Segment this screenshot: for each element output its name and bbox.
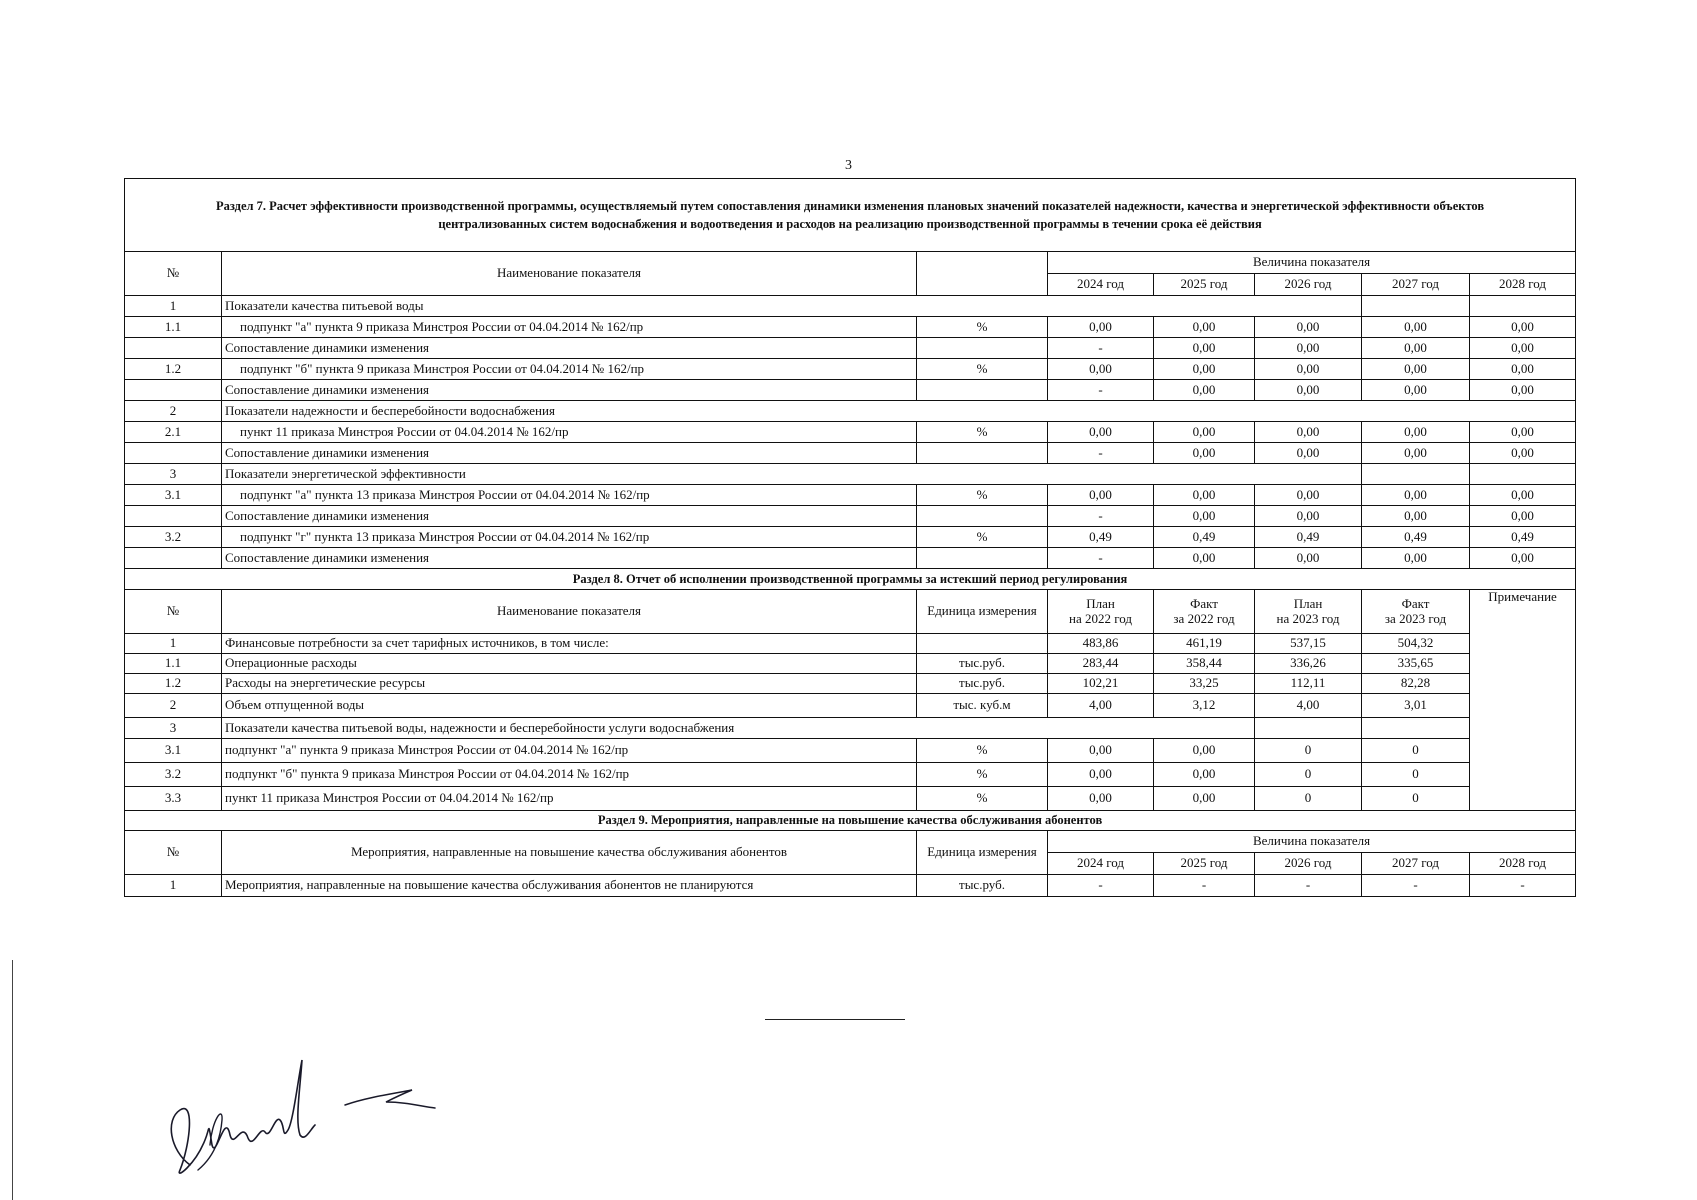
empty-cell bbox=[1470, 296, 1576, 317]
row-name: Сопоставление динамики изменения bbox=[222, 443, 917, 464]
s8-header-fact-2023 bbox=[1362, 590, 1470, 634]
row-value: 358,44 bbox=[1154, 654, 1255, 674]
row-num: 3 bbox=[125, 718, 222, 739]
s7-header-unit bbox=[917, 252, 1048, 296]
row-name: Показатели надежности и бесперебойности водоснабжения bbox=[222, 401, 1576, 422]
row-unit: % bbox=[917, 739, 1048, 763]
section9-title: Раздел 9. Мероприятия, направленные на повышение качества обслуживания абонентов bbox=[125, 811, 1576, 831]
s8-header-plan-2023 bbox=[1255, 590, 1362, 634]
s8-header-fact-2022 bbox=[1154, 590, 1255, 634]
row-value: 0,00 bbox=[1154, 485, 1255, 506]
row-name: подпункт "г" пункта 13 приказа Минстроя России от 04.04.2014 № 162/пр bbox=[222, 527, 917, 548]
s8-table-row bbox=[125, 739, 1576, 763]
row-name: Сопоставление динамики изменения bbox=[222, 380, 917, 401]
s7-table-row bbox=[125, 485, 1576, 506]
s7-header-value-group: Величина показателя bbox=[1048, 252, 1576, 274]
row-num: 3.2 bbox=[125, 527, 222, 548]
row-value: 0,00 bbox=[1154, 359, 1255, 380]
row-value: 0,00 bbox=[1048, 359, 1154, 380]
row-value: 0,00 bbox=[1470, 485, 1576, 506]
row-num bbox=[125, 506, 222, 527]
header-line: за 2022 год bbox=[1173, 610, 1235, 626]
row-value: 0,00 bbox=[1470, 422, 1576, 443]
s7-table-row bbox=[125, 422, 1576, 443]
row-value: 283,44 bbox=[1048, 654, 1154, 674]
row-value: 0,00 bbox=[1154, 739, 1255, 763]
row-value: 0,00 bbox=[1154, 787, 1255, 811]
row-value: 0,00 bbox=[1255, 548, 1362, 569]
row-value: 0,00 bbox=[1362, 338, 1470, 359]
row-unit bbox=[917, 380, 1048, 401]
row-value: - bbox=[1048, 506, 1154, 527]
row-unit bbox=[917, 506, 1048, 527]
s7-table-row bbox=[125, 443, 1576, 464]
row-value: 0,00 bbox=[1255, 317, 1362, 338]
row-unit: % bbox=[917, 485, 1048, 506]
s8-table-row bbox=[125, 763, 1576, 787]
s9-header-year: 2024 год bbox=[1048, 853, 1154, 875]
s9-header-value-group: Величина показателя bbox=[1048, 831, 1576, 853]
row-value: 335,65 bbox=[1362, 654, 1470, 674]
s9-header-unit: Единица измерения bbox=[917, 831, 1048, 875]
row-name: Сопоставление динамики изменения bbox=[222, 548, 917, 569]
row-unit: тыс.руб. bbox=[917, 875, 1048, 897]
row-value: 3,01 bbox=[1362, 694, 1470, 718]
s8-table-row bbox=[125, 674, 1576, 694]
row-num: 1 bbox=[125, 875, 222, 897]
row-value: 0,00 bbox=[1154, 443, 1255, 464]
row-value: 0,00 bbox=[1048, 422, 1154, 443]
row-value: 4,00 bbox=[1255, 694, 1362, 718]
row-value: 0,00 bbox=[1154, 548, 1255, 569]
s7-table-row bbox=[125, 527, 1576, 548]
row-value: 0,00 bbox=[1255, 443, 1362, 464]
row-value: 112,11 bbox=[1255, 674, 1362, 694]
s9-table-row bbox=[125, 875, 1576, 897]
row-value: 0 bbox=[1255, 787, 1362, 811]
s7-table-row bbox=[125, 338, 1576, 359]
s7-table-row bbox=[125, 380, 1576, 401]
row-value: 4,00 bbox=[1048, 694, 1154, 718]
header-line: на 2023 год bbox=[1276, 610, 1340, 626]
row-value: 0,00 bbox=[1255, 485, 1362, 506]
empty-cell bbox=[1362, 296, 1470, 317]
row-value: 0,00 bbox=[1362, 485, 1470, 506]
row-num bbox=[125, 338, 222, 359]
s8-table-row bbox=[125, 694, 1576, 718]
row-value: 0 bbox=[1255, 763, 1362, 787]
row-value: 0,00 bbox=[1362, 506, 1470, 527]
row-unit: % bbox=[917, 317, 1048, 338]
row-value: 0,00 bbox=[1255, 422, 1362, 443]
row-value: 82,28 bbox=[1362, 674, 1470, 694]
row-num: 1 bbox=[125, 634, 222, 654]
row-name: пункт 11 приказа Минстроя России от 04.04.2014 № 162/пр bbox=[222, 422, 917, 443]
row-name: Показатели энергетической эффективности bbox=[222, 464, 1362, 485]
row-name: подпункт "б" пункта 9 приказа Минстроя России от 04.04.2014 № 162/пр bbox=[222, 763, 917, 787]
row-name: Показатели качества питьевой воды bbox=[222, 296, 1362, 317]
row-num: 3.1 bbox=[125, 485, 222, 506]
row-name: Показатели качества питьевой воды, надежности и бесперебойности услуги водоснабжения bbox=[222, 718, 1255, 739]
s7-header-name: Наименование показателя bbox=[222, 252, 917, 296]
empty-cell bbox=[1362, 464, 1470, 485]
row-value: 0,00 bbox=[1362, 317, 1470, 338]
row-value: 0,00 bbox=[1154, 380, 1255, 401]
row-name: Расходы на энергетические ресурсы bbox=[222, 674, 917, 694]
row-name: Сопоставление динамики изменения bbox=[222, 338, 917, 359]
row-value: 0,00 bbox=[1154, 422, 1255, 443]
s7-table-row bbox=[125, 506, 1576, 527]
s7-table-row bbox=[125, 464, 1576, 485]
row-unit bbox=[917, 634, 1048, 654]
report-table bbox=[124, 178, 1576, 897]
s9-header-name: Мероприятия, направленные на повышение качества обслуживания абонентов bbox=[222, 831, 917, 875]
row-value: - bbox=[1048, 338, 1154, 359]
row-num: 3.1 bbox=[125, 739, 222, 763]
row-unit: % bbox=[917, 763, 1048, 787]
row-value: 0,00 bbox=[1470, 548, 1576, 569]
row-num bbox=[125, 548, 222, 569]
s7-table-row bbox=[125, 296, 1576, 317]
row-value: 0 bbox=[1362, 787, 1470, 811]
row-unit: % bbox=[917, 787, 1048, 811]
row-num: 3.3 bbox=[125, 787, 222, 811]
row-name: Финансовые потребности за счет тарифных источников, в том числе: bbox=[222, 634, 917, 654]
s7-table-row bbox=[125, 317, 1576, 338]
row-value: 0,00 bbox=[1255, 338, 1362, 359]
row-value: 0,00 bbox=[1255, 380, 1362, 401]
row-value: - bbox=[1048, 875, 1154, 897]
row-value: 537,15 bbox=[1255, 634, 1362, 654]
header-line: на 2022 год bbox=[1069, 610, 1132, 626]
s9-header-year: 2025 год bbox=[1154, 853, 1255, 875]
row-value: 0,49 bbox=[1470, 527, 1576, 548]
section7-title: Раздел 7. Расчет эффективности производственной программы, осуществляемый путем сопоставления динамики изменения плановых значений показателей надежности, качества и энергетической эффективности объектов централизованных систем водоснабжения и водоотведения и расходов на реализацию производственной программы в течении срока её действия bbox=[125, 179, 1576, 252]
s8-header-name: Наименование показателя bbox=[222, 590, 917, 634]
s8-header-note: Примечание bbox=[1470, 590, 1576, 811]
row-num: 1 bbox=[125, 296, 222, 317]
s7-header-num: № bbox=[125, 252, 222, 296]
row-num bbox=[125, 443, 222, 464]
row-value: - bbox=[1154, 875, 1255, 897]
row-num: 1.2 bbox=[125, 674, 222, 694]
row-unit: % bbox=[917, 527, 1048, 548]
s9-header-year: 2028 год bbox=[1470, 853, 1576, 875]
s7-table-row bbox=[125, 401, 1576, 422]
row-value: 0,49 bbox=[1255, 527, 1362, 548]
row-value: 102,21 bbox=[1048, 674, 1154, 694]
row-value: 0,00 bbox=[1470, 443, 1576, 464]
row-num: 3 bbox=[125, 464, 222, 485]
row-name: подпункт "а" пункта 9 приказа Минстроя России от 04.04.2014 № 162/пр bbox=[222, 739, 917, 763]
s8-table-row bbox=[125, 654, 1576, 674]
row-name: пункт 11 приказа Минстроя России от 04.04.2014 № 162/пр bbox=[222, 787, 917, 811]
row-name: Сопоставление динамики изменения bbox=[222, 506, 917, 527]
row-value: 0,49 bbox=[1048, 527, 1154, 548]
row-value: 504,32 bbox=[1362, 634, 1470, 654]
row-name: подпункт "а" пункта 13 приказа Минстроя России от 04.04.2014 № 162/пр bbox=[222, 485, 917, 506]
row-name: Мероприятия, направленные на повышение качества обслуживания абонентов не планируются bbox=[222, 875, 917, 897]
row-value: 0,00 bbox=[1154, 317, 1255, 338]
row-unit: тыс. куб.м bbox=[917, 694, 1048, 718]
s7-header-year: 2025 год bbox=[1154, 274, 1255, 296]
header-line: Факт bbox=[1401, 595, 1430, 611]
row-unit: тыс.руб. bbox=[917, 674, 1048, 694]
row-value: 0,00 bbox=[1048, 787, 1154, 811]
row-unit: % bbox=[917, 422, 1048, 443]
row-value: 0,00 bbox=[1470, 506, 1576, 527]
s8-table-row bbox=[125, 787, 1576, 811]
row-num: 2 bbox=[125, 401, 222, 422]
row-num: 1.1 bbox=[125, 654, 222, 674]
row-num: 1.1 bbox=[125, 317, 222, 338]
row-num: 2.1 bbox=[125, 422, 222, 443]
row-value: 3,12 bbox=[1154, 694, 1255, 718]
row-value: - bbox=[1362, 875, 1470, 897]
s8-table-row bbox=[125, 634, 1576, 654]
row-value: - bbox=[1048, 443, 1154, 464]
row-value: 33,25 bbox=[1154, 674, 1255, 694]
row-value: 0 bbox=[1255, 739, 1362, 763]
row-num bbox=[125, 380, 222, 401]
header-line: Факт bbox=[1190, 595, 1218, 611]
row-unit: % bbox=[917, 359, 1048, 380]
row-value: 0,49 bbox=[1362, 527, 1470, 548]
row-value: 0,00 bbox=[1470, 317, 1576, 338]
row-value: 336,26 bbox=[1255, 654, 1362, 674]
row-value: 461,19 bbox=[1154, 634, 1255, 654]
row-value: 0,00 bbox=[1154, 763, 1255, 787]
s7-table-row bbox=[125, 548, 1576, 569]
page-number: 3 bbox=[845, 158, 852, 173]
row-value: - bbox=[1048, 380, 1154, 401]
row-value: 0 bbox=[1362, 763, 1470, 787]
s7-header-year: 2024 год bbox=[1048, 274, 1154, 296]
row-value: 0,00 bbox=[1362, 443, 1470, 464]
s8-header-unit: Единица измерения bbox=[917, 590, 1048, 634]
row-value: 0,00 bbox=[1470, 338, 1576, 359]
row-value: 0,00 bbox=[1470, 359, 1576, 380]
separator-line bbox=[765, 1019, 905, 1020]
row-value: - bbox=[1470, 875, 1576, 897]
row-value: 0,00 bbox=[1362, 380, 1470, 401]
row-unit bbox=[917, 548, 1048, 569]
row-value: 0,00 bbox=[1470, 380, 1576, 401]
margin-line bbox=[12, 960, 13, 1200]
row-unit: тыс.руб. bbox=[917, 654, 1048, 674]
row-name: Объем отпущенной воды bbox=[222, 694, 917, 718]
row-value: 483,86 bbox=[1048, 634, 1154, 654]
empty-cell bbox=[1362, 718, 1470, 739]
s7-header-year: 2028 год bbox=[1470, 274, 1576, 296]
row-value: 0,00 bbox=[1362, 548, 1470, 569]
header-line: План bbox=[1086, 595, 1115, 611]
s9-header-year: 2027 год bbox=[1362, 853, 1470, 875]
row-value: 0,00 bbox=[1154, 338, 1255, 359]
row-value: 0,00 bbox=[1255, 506, 1362, 527]
s8-table-row bbox=[125, 718, 1576, 739]
header-line: за 2023 год bbox=[1384, 610, 1447, 626]
row-name: подпункт "а" пункта 9 приказа Минстроя России от 04.04.2014 № 162/пр bbox=[222, 317, 917, 338]
row-num: 1.2 bbox=[125, 359, 222, 380]
row-unit bbox=[917, 443, 1048, 464]
s9-header-num: № bbox=[125, 831, 222, 875]
empty-cell bbox=[1255, 718, 1362, 739]
row-value: 0,00 bbox=[1048, 739, 1154, 763]
row-value: 0,00 bbox=[1048, 485, 1154, 506]
header-line: План bbox=[1293, 595, 1323, 611]
row-value: 0,00 bbox=[1048, 763, 1154, 787]
row-value: 0 bbox=[1362, 739, 1470, 763]
row-value: 0,00 bbox=[1154, 506, 1255, 527]
s7-header-year: 2027 год bbox=[1362, 274, 1470, 296]
row-num: 2 bbox=[125, 694, 222, 718]
section8-title: Раздел 8. Отчет об исполнении производственной программы за истекший период регулирования bbox=[125, 569, 1576, 590]
row-value: - bbox=[1048, 548, 1154, 569]
row-name: Операционные расходы bbox=[222, 654, 917, 674]
row-unit bbox=[917, 338, 1048, 359]
s9-header-year: 2026 год bbox=[1255, 853, 1362, 875]
row-value: 0,00 bbox=[1362, 359, 1470, 380]
empty-cell bbox=[1470, 464, 1576, 485]
row-value: - bbox=[1255, 875, 1362, 897]
s8-header-plan-2022 bbox=[1048, 590, 1154, 634]
s7-header-year: 2026 год bbox=[1255, 274, 1362, 296]
s8-header-num: № bbox=[125, 590, 222, 634]
handwritten-signature bbox=[150, 1050, 490, 1190]
s7-table-row bbox=[125, 359, 1576, 380]
row-value: 0,00 bbox=[1048, 317, 1154, 338]
row-num: 3.2 bbox=[125, 763, 222, 787]
row-value: 0,49 bbox=[1154, 527, 1255, 548]
row-name: подпункт "б" пункта 9 приказа Минстроя России от 04.04.2014 № 162/пр bbox=[222, 359, 917, 380]
row-value: 0,00 bbox=[1362, 422, 1470, 443]
row-value: 0,00 bbox=[1255, 359, 1362, 380]
